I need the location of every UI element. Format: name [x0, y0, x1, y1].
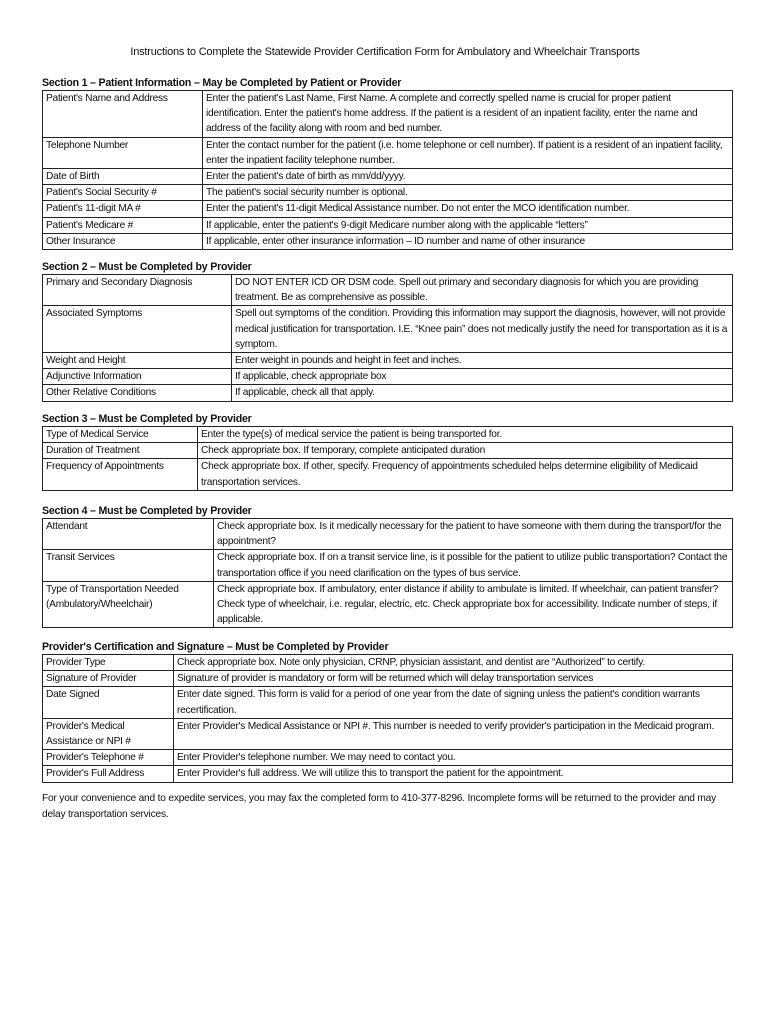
field-instruction: Signature of provider is mandatory or form will be returned which will delay transportation services	[174, 671, 733, 687]
field-instruction: Check appropriate box. If ambulatory, enter distance if ability to ambulate is limited. If wheelchair, can patient transfer? Check type of wheelchair, i.e. regular, electric, etc. Check appropriate box for accessibility. Indicate number of steps, if applicable.	[214, 581, 733, 628]
field-instruction: Enter date signed. This form is valid for a period of one year from the date of signing unless the patient's condition warrants recertification.	[174, 687, 733, 718]
table-row	[43, 766, 733, 782]
field-label: Provider's Full Address	[43, 766, 174, 782]
section-2	[42, 260, 732, 402]
field-label: Patient's Social Security #	[43, 185, 203, 201]
field-instruction: DO NOT ENTER ICD OR DSM code. Spell out primary and secondary diagnosis for which you are providing treatment. Be as comprehensive as possible.	[232, 275, 733, 306]
section-heading: Section 2 – Must be Completed by Provider	[42, 261, 252, 273]
field-instruction: Enter Provider's Medical Assistance or NPI #. This number is needed to verify provider's participation in the Medicaid program.	[174, 718, 733, 749]
field-instruction: The patient's social security number is optional.	[203, 185, 733, 201]
table-row	[43, 137, 733, 168]
field-label: Provider's Telephone #	[43, 750, 174, 766]
section-1	[42, 76, 732, 250]
table-row	[43, 385, 733, 401]
instruction-table	[42, 274, 733, 402]
field-label: Date Signed	[43, 687, 174, 718]
instruction-table	[42, 426, 733, 491]
table-row	[43, 750, 733, 766]
field-label: Duration of Treatment	[43, 443, 198, 459]
field-instruction: Enter Provider's full address. We will utilize this to transport the patient for the appointment.	[174, 766, 733, 782]
field-label: Attendant	[43, 519, 214, 550]
table-row	[43, 217, 733, 233]
table-row	[43, 369, 733, 385]
field-label: Other Relative Conditions	[43, 385, 232, 401]
field-instruction: Enter the patient's 11-digit Medical Assistance number. Do not enter the MCO identification number.	[203, 201, 733, 217]
field-instruction: Check appropriate box. Note only physician, CRNP, physician assistant, and dentist are “Authorized” to certify.	[174, 655, 733, 671]
field-label: Provider Type	[43, 655, 174, 671]
field-instruction: If applicable, enter the patient's 9-digit Medicare number along with the applicable “letters”	[203, 217, 733, 233]
table-row	[43, 550, 733, 581]
instruction-table	[42, 654, 733, 783]
field-instruction: Check appropriate box. Is it medically necessary for the patient to have someone with them during the transport/for the appointment?	[214, 519, 733, 550]
table-row	[43, 91, 733, 138]
field-label: Date of Birth	[43, 169, 203, 185]
document-title: Instructions to Complete the Statewide Provider Certification Form for Ambulatory and Wheelchair Transports	[130, 46, 640, 58]
section-4	[42, 504, 732, 628]
table-row	[43, 655, 733, 671]
field-label: Provider's Medical Assistance or NPI #	[43, 718, 174, 749]
table-row	[43, 306, 733, 353]
table-row	[43, 353, 733, 369]
closing-note: For your convenience and to expedite services, you may fax the completed form to 410-377-8296. Incomplete forms will be returned to the provider and may delay transportation services.	[42, 793, 717, 820]
field-instruction: Enter weight in pounds and height in feet and inches.	[232, 353, 733, 369]
field-label: Type of Medical Service	[43, 427, 198, 443]
table-row	[43, 185, 733, 201]
table-row	[43, 687, 733, 718]
field-instruction: If applicable, enter other insurance information – ID number and name of other insurance	[203, 233, 733, 249]
field-label: Other Insurance	[43, 233, 203, 249]
table-row	[43, 581, 733, 628]
field-label: Primary and Secondary Diagnosis	[43, 275, 232, 306]
section-heading: Provider's Certification and Signature – Must be Completed by Provider	[42, 641, 389, 653]
table-row	[43, 459, 733, 490]
field-instruction: Spell out symptoms of the condition. Providing this information may support the diagnosis, however, will not provide medical justification for transportation. I.E. “Knee pain” does not medically justify the need for transportation as it is a symptom.	[232, 306, 733, 353]
section-3	[42, 412, 732, 491]
field-instruction: Check appropriate box. If temporary, complete anticipated duration	[198, 443, 733, 459]
field-instruction: Enter the patient's Last Name, First Name. A complete and correctly spelled name is crucial for proper patient identification. Enter the patient's home address. If the patient is a resident of an inpatient facility, enter the name and address of the facility along with room and bed number.	[203, 91, 733, 138]
section-heading: Section 1 – Patient Information – May be Completed by Patient or Provider	[42, 77, 402, 89]
table-row	[43, 519, 733, 550]
field-instruction: Enter the patient's date of birth as mm/dd/yyyy.	[203, 169, 733, 185]
field-instruction: If applicable, check appropriate box	[232, 369, 733, 385]
field-label: Frequency of Appointments	[43, 459, 198, 490]
table-row	[43, 275, 733, 306]
section-heading: Section 4 – Must be Completed by Provider	[42, 505, 252, 517]
instruction-table	[42, 518, 733, 628]
table-row	[43, 718, 733, 749]
table-row	[43, 671, 733, 687]
field-label: Telephone Number	[43, 137, 203, 168]
field-instruction: Check appropriate box. If other, specify. Frequency of appointments scheduled helps determine eligibility of Medicaid transportation services.	[198, 459, 733, 490]
provider-certification-section	[42, 640, 732, 783]
field-label: Adjunctive Information	[43, 369, 232, 385]
field-label: Signature of Provider	[43, 671, 174, 687]
field-instruction: Enter the contact number for the patient (i.e. home telephone or cell number). If patient is a resident of an inpatient facility, enter the inpatient facility telephone number.	[203, 137, 733, 168]
field-label: Associated Symptoms	[43, 306, 232, 353]
table-row	[43, 427, 733, 443]
field-instruction: Check appropriate box. If on a transit service line, is it possible for the patient to utilize public transportation? Contact the transportation office if you need clarification on the types of bus service.	[214, 550, 733, 581]
field-instruction: Enter Provider's telephone number. We may need to contact you.	[174, 750, 733, 766]
instruction-table	[42, 90, 733, 250]
field-label: Patient's Name and Address	[43, 91, 203, 138]
field-label: Transit Services	[43, 550, 214, 581]
table-row	[43, 443, 733, 459]
field-label: Patient's Medicare #	[43, 217, 203, 233]
field-instruction: Enter the type(s) of medical service the patient is being transported for.	[198, 427, 733, 443]
section-heading: Section 3 – Must be Completed by Provider	[42, 413, 252, 425]
field-label: Patient's 11-digit MA #	[43, 201, 203, 217]
table-row	[43, 233, 733, 249]
field-label: Type of Transportation Needed (Ambulatory/Wheelchair)	[43, 581, 214, 628]
table-row	[43, 201, 733, 217]
table-row	[43, 169, 733, 185]
field-instruction: If applicable, check all that apply.	[232, 385, 733, 401]
field-label: Weight and Height	[43, 353, 232, 369]
